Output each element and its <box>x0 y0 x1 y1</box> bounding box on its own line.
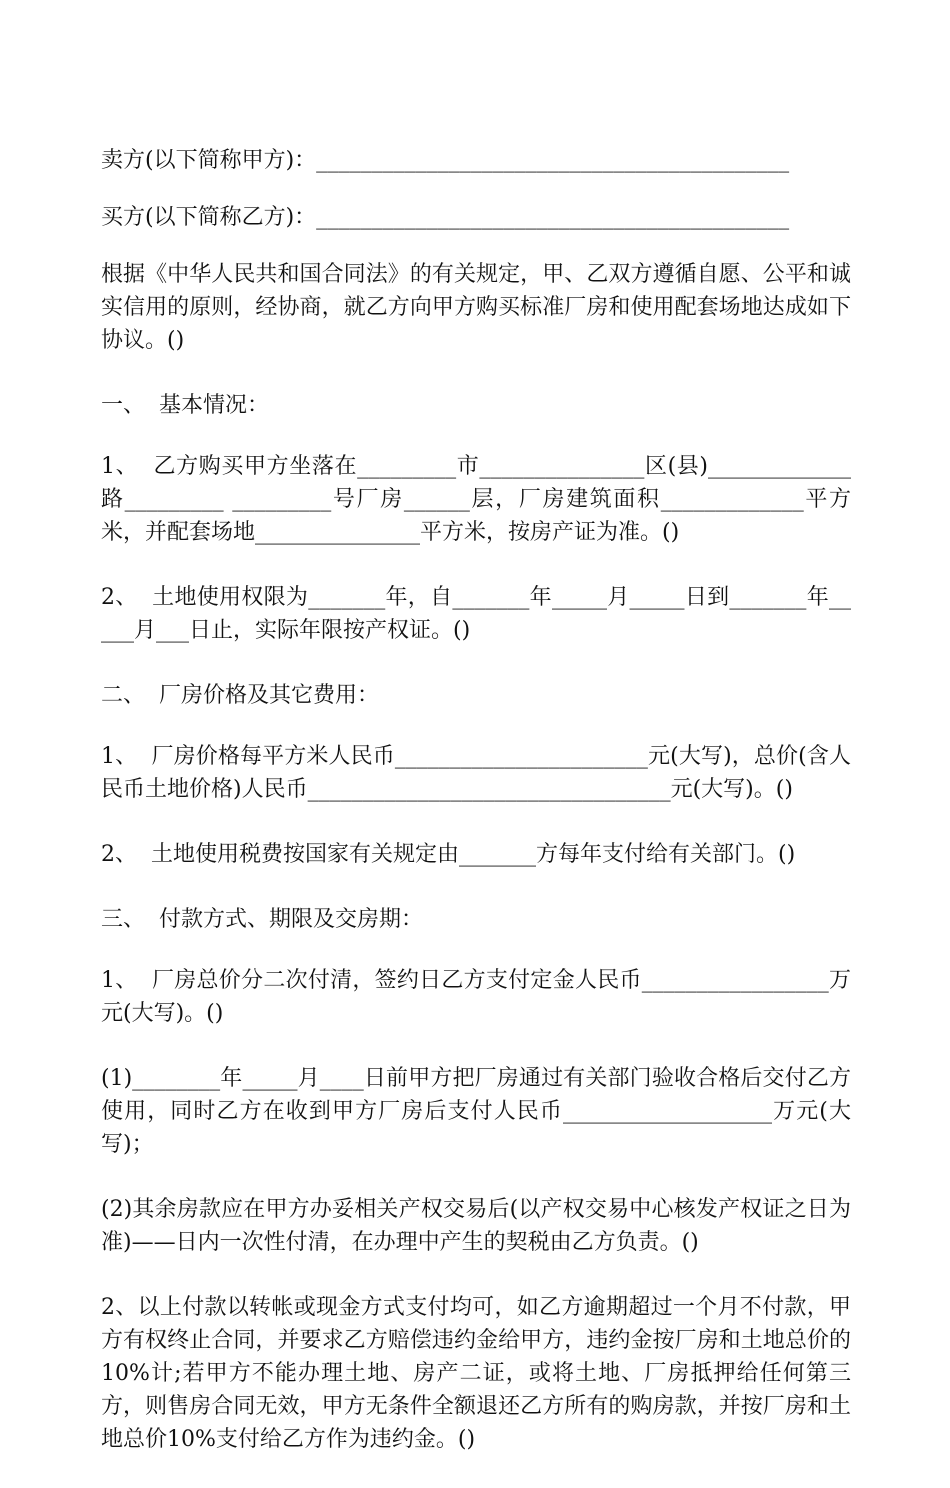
clause-3-1-item-2: (2)其余房款应在甲方办妥相关产权交易后(以产权交易中心核发产权证之日为准)——日内一次性付清，在办理中产生的契税由乙方负责。() <box>101 1197 851 1255</box>
buyer-line: 买方(以下简称乙方)：___________________________________________ <box>101 205 790 230</box>
preamble-paragraph: 根据《中华人民共和国合同法》的有关规定，甲、乙双方遵循自愿、公平和诚实信用的原则，经协商，就乙方向甲方购买标准厂房和使用配套场地达成如下协议。() <box>101 262 851 353</box>
clause-1-2: 2、 土地使用权限为_______年，自_______年_____月_____日到_______年_____月___日止，实际年限按产权证。() <box>101 585 851 643</box>
clause-3-1: 1、 厂房总价分二次付清，签约日乙方支付定金人民币_________________万元(大写)。() <box>101 968 851 1026</box>
section-3-heading: 三、 付款方式、期限及交房期： <box>101 907 423 932</box>
clause-1-1: 1、 乙方购买甲方坐落在_________市_______________区(县)_____________路_________ _________号厂房______层，厂房建筑面积_____________平方米，并配套场地_______________平方米，按房产证为准。() <box>101 454 851 545</box>
clause-3-2: 2、以上付款以转帐或现金方式支付均可，如乙方逾期超过一个月不付款，甲方有权终止合同，并要求乙方赔偿违约金给甲方，违约金按厂房和土地总价的10%计;若甲方不能办理土地、房产二证，或将土地、厂房抵押给任何第三方，则售房合同无效，甲方无条件全额退还乙方所有的购房款，并按厂房和土地总价10%支付给乙方作为违约金。() <box>101 1295 851 1452</box>
section-1-heading: 一、 基本情况： <box>101 393 269 418</box>
clause-2-1: 1、 厂房价格每平方米人民币_______________________元(大写)，总价(含人民币土地价格)人民币_________________________________元(大写)。() <box>101 744 851 802</box>
contract-body <box>101 144 851 1488</box>
section-2-heading: 二、 厂房价格及其它费用： <box>101 683 379 708</box>
clause-3-1-item-1: (1)________年_____月____日前甲方把厂房通过有关部门验收合格后交付乙方使用，同时乙方在收到甲方厂房后支付人民币___________________万元(大写)； <box>101 1066 851 1157</box>
seller-line: 卖方(以下简称甲方)：___________________________________________ <box>101 148 790 173</box>
clause-2-2: 2、 土地使用税费按国家有关规定由_______方每年支付给有关部门。() <box>101 842 796 867</box>
